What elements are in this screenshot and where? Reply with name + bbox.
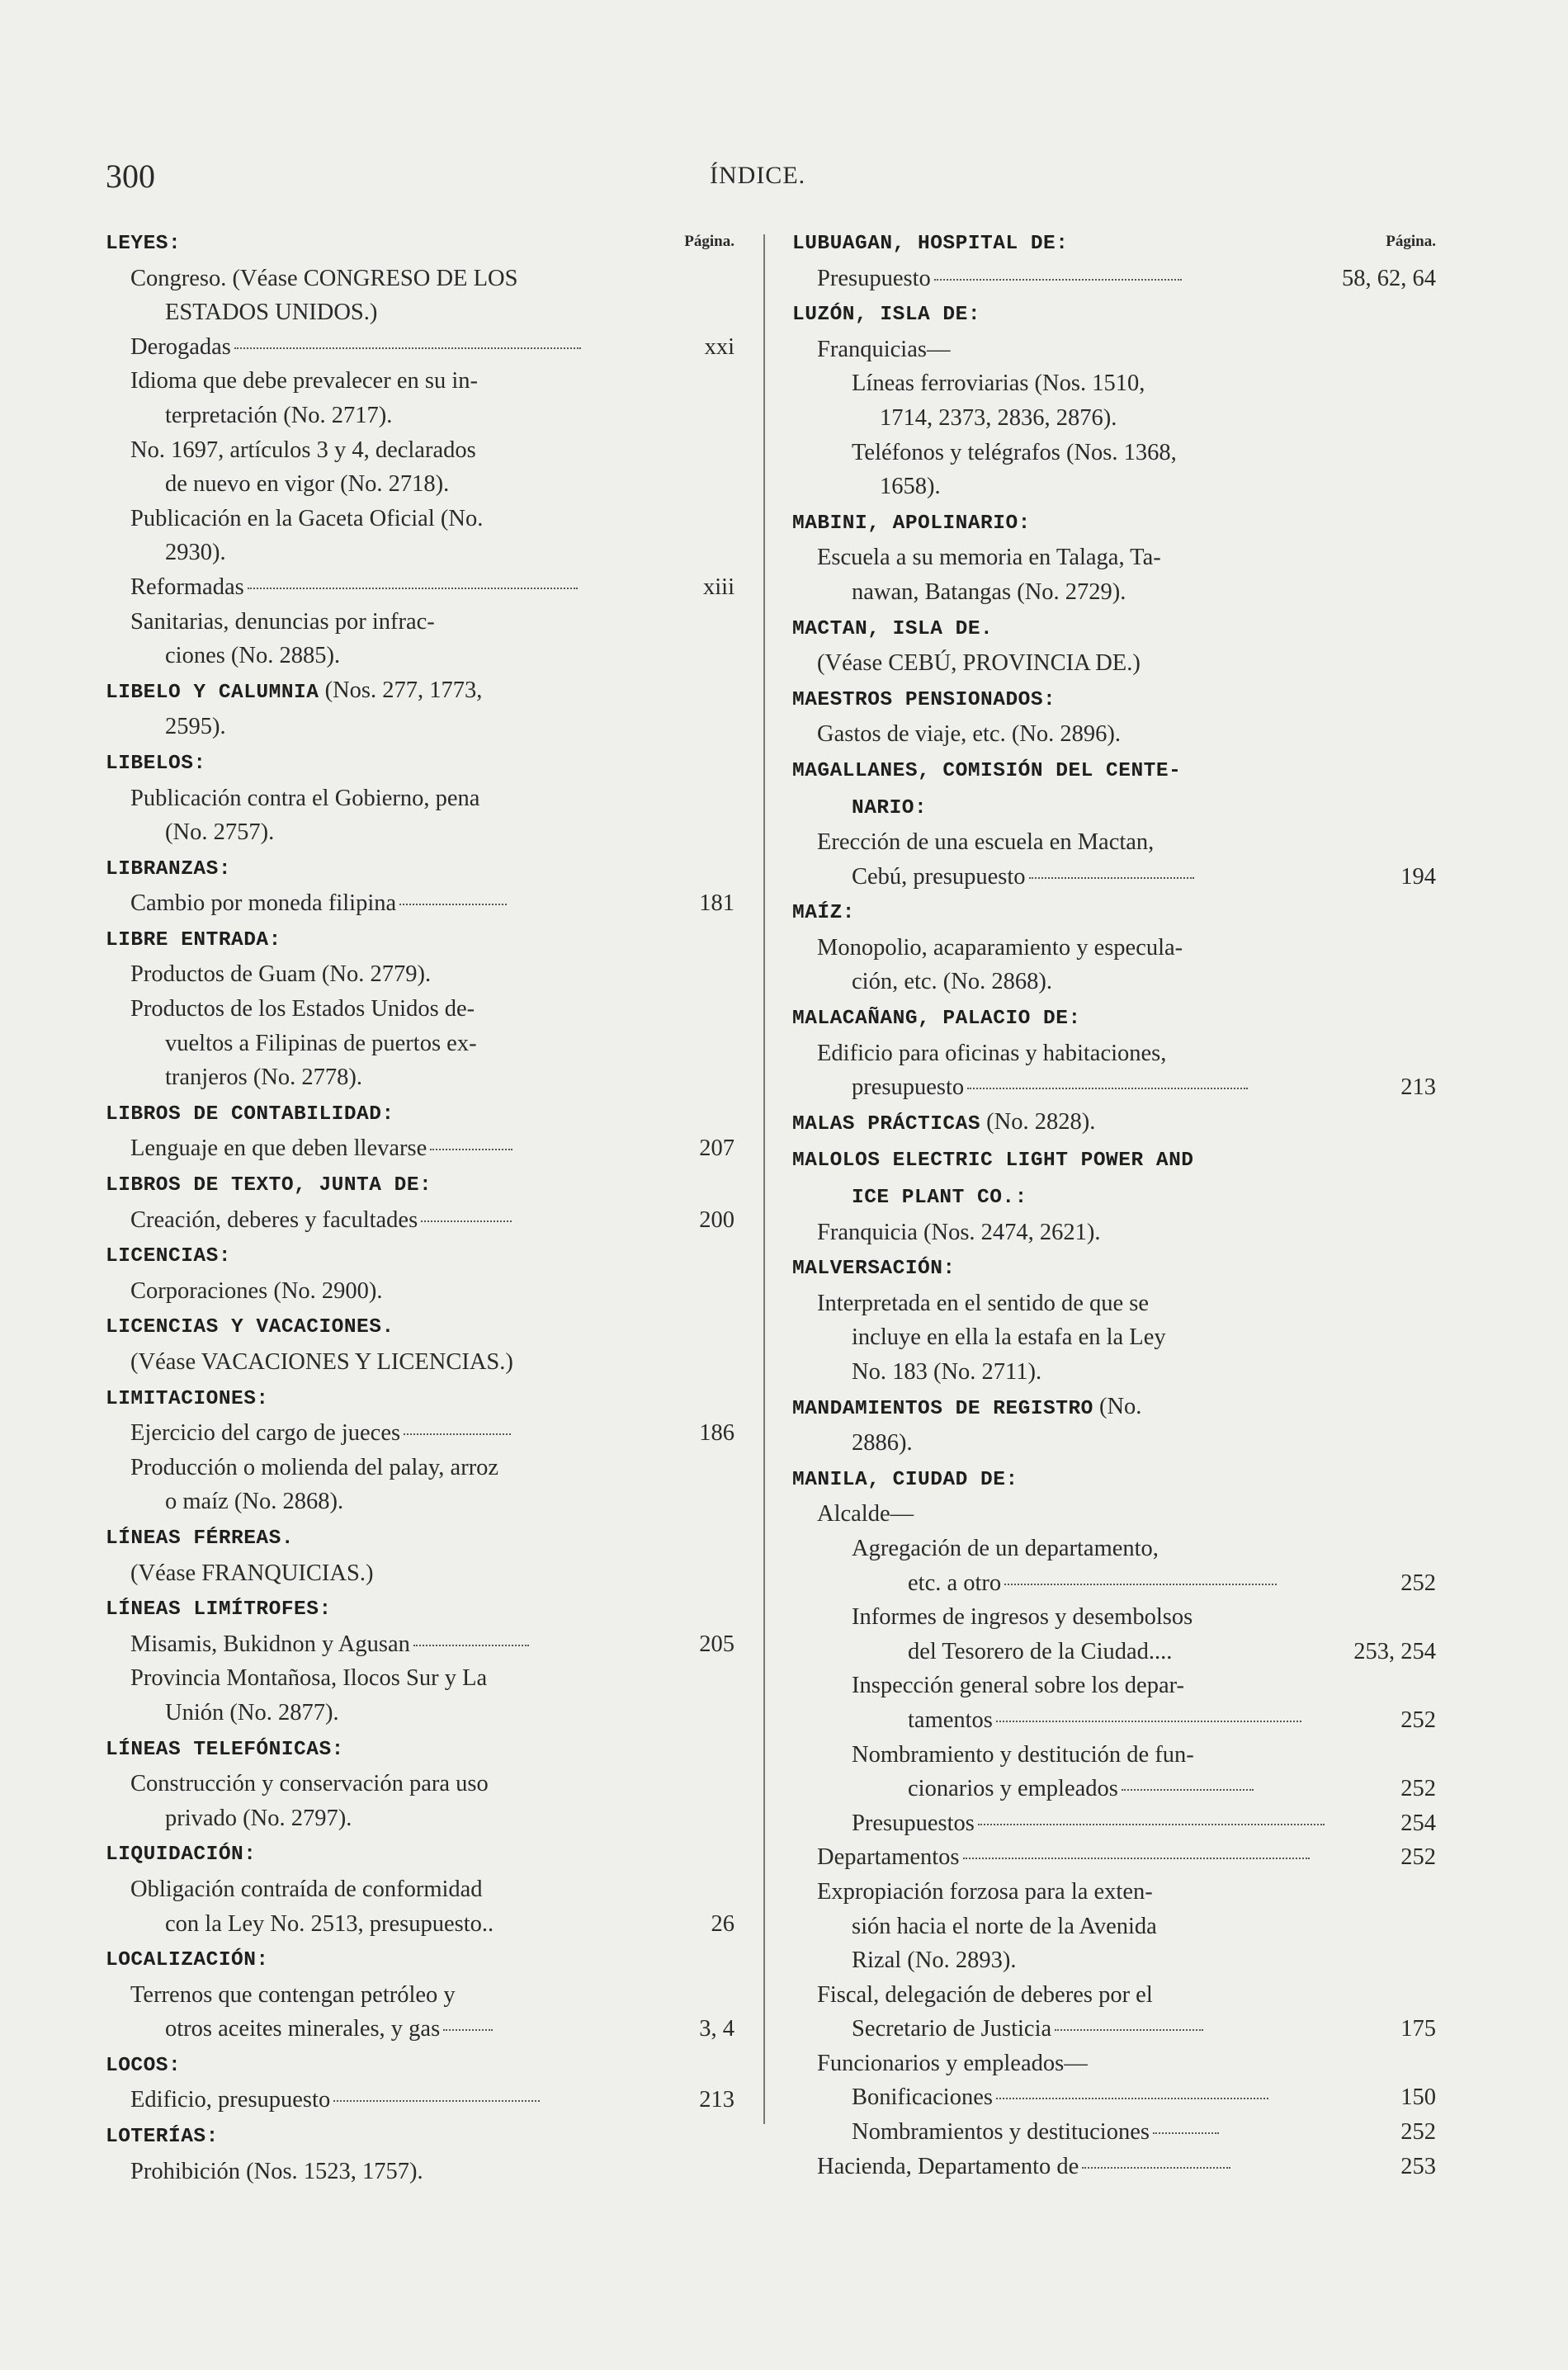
subentry-text: Idioma que debe prevalecer en su in- — [130, 368, 478, 394]
index-heading: MAÍZ: — [792, 902, 856, 925]
subentry-text: Reformadas — [130, 574, 244, 600]
subentry-text: Rizal (No. 2893). — [852, 1947, 1017, 1974]
subentry-text: vueltos a Filipinas de puertos ex- — [165, 1030, 477, 1056]
subentry-line — [106, 1978, 734, 2013]
index-entry — [106, 921, 734, 1095]
subentry-line — [106, 1907, 734, 1942]
running-head: ÍNDICE. — [710, 162, 806, 189]
index-entry — [792, 1105, 1436, 1142]
subentry-line — [106, 710, 734, 744]
subentry-line — [106, 1451, 734, 1485]
subentry-line — [792, 1669, 1436, 1703]
index-entry — [106, 1308, 734, 1379]
page-reference: 253, 254 — [1353, 1638, 1436, 1664]
subentry-text: Inspección general sobre los depar- — [852, 1673, 1185, 1699]
index-entry — [792, 610, 1436, 681]
subentry-text: Edificio, presupuesto — [130, 2087, 331, 2113]
subentry-text: Derogadas — [130, 333, 231, 360]
subentry-line — [106, 1416, 734, 1451]
subentry-line — [106, 1060, 734, 1095]
subentry-text: Presupuestos — [852, 1810, 975, 1836]
subentry-text: ción, etc. (No. 2868). — [852, 969, 1052, 995]
subentry-line — [792, 470, 1436, 504]
subentry-line — [792, 2080, 1436, 2115]
subentry-line — [792, 1355, 1436, 1390]
subentry-text: Construcción y conservación para uso — [130, 1771, 489, 1797]
subentry-line — [792, 1070, 1436, 1105]
dot-leader — [996, 1720, 1301, 1722]
index-entry — [792, 681, 1436, 752]
subentry-line — [792, 1910, 1436, 1944]
index-entry — [792, 1249, 1436, 1389]
index-heading: LIMITACIONES: — [106, 1387, 269, 1410]
subentry-text: del Tesorero de la Ciudad.... — [908, 1638, 1173, 1664]
subentry-text: Teléfonos y telégrafos (Nos. 1368, — [852, 439, 1177, 465]
dot-leader — [1055, 2028, 1203, 2031]
subentry-text: Publicación en la Gaceta Oficial (No. — [130, 505, 484, 531]
subentry-line — [106, 1872, 734, 1907]
page-reference: xxi — [704, 333, 734, 360]
index-heading: LEYES: — [106, 233, 182, 255]
index-heading: LUZÓN, ISLA DE: — [792, 304, 981, 327]
heading-reference: (No. — [1093, 1393, 1142, 1419]
dot-leader — [1082, 2166, 1230, 2169]
column-divider — [763, 234, 765, 2124]
subentry-line — [792, 1320, 1436, 1355]
subentry-line — [792, 2012, 1436, 2047]
subentry-text: Productos de Guam (No. 2779). — [130, 961, 432, 988]
subentry-line — [106, 957, 734, 992]
subentry-line — [792, 575, 1436, 610]
subentry-line — [792, 541, 1436, 575]
subentry-text: Corporaciones (No. 2900). — [130, 1277, 383, 1304]
page-number: 300 — [106, 158, 155, 195]
index-heading: LIBROS DE TEXTO, JUNTA DE: — [106, 1174, 432, 1197]
subentry-line — [106, 1203, 734, 1238]
page-reference: 186 — [699, 1420, 734, 1447]
subentry-text: Cebú, presupuesto — [852, 863, 1026, 890]
subentry-text: Gastos de viaje, etc. (No. 2896). — [817, 721, 1122, 748]
index-heading: MAESTROS PENSIONADOS: — [792, 688, 1056, 711]
index-entry — [106, 2047, 734, 2117]
index-entry — [792, 752, 1436, 894]
index-heading: MANDAMIENTOS DE REGISTRO — [792, 1397, 1093, 1420]
subentry-text: Terrenos que contengan petróleo y — [130, 1981, 456, 2008]
index-heading: LIBRE ENTRADA: — [106, 928, 281, 951]
subentry-line — [792, 825, 1436, 860]
subentry-line — [792, 2115, 1436, 2150]
subentry-text: tranjeros (No. 2778). — [165, 1065, 363, 1091]
subentry-text: Hacienda, Departamento de — [817, 2153, 1079, 2179]
subentry-line — [792, 1036, 1436, 1071]
index-entry — [792, 1390, 1436, 1461]
subentry-line — [106, 330, 734, 365]
index-entry — [106, 1380, 734, 1519]
subentry-line — [106, 1627, 734, 1662]
page-reference: 26 — [711, 1910, 734, 1937]
subentry-text: con la Ley No. 2513, presupuesto.. — [165, 1910, 494, 1937]
subentry-text: ESTADOS UNIDOS.) — [165, 300, 378, 326]
page-reference: 200 — [699, 1206, 734, 1233]
subentry-text: Expropiación forzosa para la exten- — [817, 1878, 1153, 1905]
subentry-text: Provincia Montañosa, Ilocos Sur y La — [130, 1665, 488, 1692]
index-entry — [106, 1835, 734, 1941]
subentry-line — [792, 789, 1436, 826]
subentry-text: Nombramientos y destituciones — [852, 2119, 1150, 2146]
index-entry — [106, 1237, 734, 1308]
index-heading: MALOLOS ELECTRIC LIGHT POWER AND — [792, 1150, 1194, 1173]
subentry-text: Obligación contraída de conformidad — [130, 1876, 483, 1902]
index-heading: LICENCIAS: — [106, 1245, 232, 1268]
subentry-text: Escuela a su memoria en Talaga, Ta- — [817, 545, 1161, 571]
dot-leader — [996, 2097, 1268, 2099]
subentry-text: Secretario de Justicia — [852, 2016, 1052, 2042]
subentry-line — [106, 1661, 734, 1696]
subentry-line — [106, 1345, 734, 1380]
subentry-line — [106, 1131, 734, 1166]
subentry-text: de nuevo en vigor (No. 2718). — [165, 471, 450, 498]
subentry-text: (Véase VACACIONES Y LICENCIAS.) — [130, 1349, 513, 1375]
subentry-line — [106, 295, 734, 330]
index-heading: LOCALIZACIÓN: — [106, 1949, 269, 1972]
subentry-text: 1658). — [880, 474, 941, 500]
index-heading: LOCOS: — [106, 2054, 182, 2077]
index-heading: LIBELOS: — [106, 752, 206, 775]
subentry-text: tamentos — [908, 1707, 993, 1733]
subentry-text: otros aceites minerales, y gas — [165, 2016, 441, 2042]
subentry-line — [792, 1216, 1436, 1250]
page-reference: 252 — [1400, 1844, 1436, 1871]
subentry-line — [792, 1875, 1436, 1910]
page-reference: 252 — [1400, 1707, 1436, 1733]
subentry-line — [106, 1485, 734, 1519]
page-reference: 181 — [699, 890, 734, 917]
page-reference: 150 — [1400, 2084, 1436, 2111]
subentry-line — [106, 1274, 734, 1309]
index-heading: MALACAÑANG, PALACIO DE: — [792, 1008, 1081, 1031]
index-entry — [106, 1590, 734, 1730]
page-reference: 58, 62, 64 — [1342, 265, 1436, 291]
subentry-text: Presupuesto — [817, 265, 931, 291]
subentry-line — [792, 1840, 1436, 1875]
dot-leader — [333, 2099, 540, 2102]
dot-leader — [934, 278, 1182, 281]
subentry-line — [792, 1772, 1436, 1806]
subentry-text: 1714, 2373, 2836, 2876). — [880, 404, 1117, 431]
subentry-text: incluye en ella la estafa en la Ley — [852, 1324, 1166, 1351]
page-reference: 213 — [1400, 1074, 1436, 1101]
subentry-text: privado (No. 2797). — [165, 1805, 352, 1831]
subentry-line — [106, 433, 734, 468]
page-reference: 207 — [699, 1135, 734, 1162]
page-reference: 252 — [1400, 1570, 1436, 1596]
subentry-text: Informes de ingresos y desembolsos — [852, 1604, 1193, 1631]
dot-leader — [1029, 876, 1194, 879]
subentry-line — [792, 860, 1436, 895]
subentry-text: Funcionarios y empleados— — [817, 2050, 1088, 2076]
page-reference: 252 — [1400, 1776, 1436, 1802]
subentry-line — [106, 815, 734, 850]
subentry-line — [106, 570, 734, 605]
subentry-text: Productos de los Estados Unidos de- — [130, 996, 475, 1022]
index-heading: LÍNEAS LIMÍTROFES: — [106, 1598, 332, 1622]
subentry-line — [106, 2155, 734, 2189]
subentry-line — [792, 1497, 1436, 1532]
index-entry — [792, 894, 1436, 999]
subentry-line — [792, 1806, 1436, 1841]
index-heading: LIQUIDACIÓN: — [106, 1844, 257, 1867]
subentry-text: 2930). — [165, 540, 226, 566]
page-reference: xiii — [702, 574, 734, 600]
dot-leader — [430, 1148, 512, 1150]
dot-leader — [1122, 1788, 1254, 1791]
index-heading: LICENCIAS Y VACACIONES. — [106, 1316, 394, 1339]
dot-leader — [963, 1857, 1310, 1859]
subentry-text: Alcalde— — [817, 1501, 914, 1527]
subentry-line — [792, 2047, 1436, 2081]
subentry-line — [792, 262, 1436, 296]
dot-leader — [967, 1087, 1248, 1089]
page-reference: 194 — [1400, 863, 1436, 890]
subentry-text: (Véase CEBÚ, PROVINCIA DE.) — [817, 650, 1141, 677]
subentry-line — [106, 536, 734, 570]
dot-leader — [978, 1823, 1325, 1825]
left-column — [106, 224, 734, 2188]
dot-leader — [234, 347, 581, 349]
index-entry — [106, 1166, 734, 1237]
index-entry — [106, 673, 734, 744]
index-entry — [106, 1095, 734, 1166]
subentry-text: Franquicias— — [817, 336, 951, 362]
dot-leader — [1153, 2132, 1219, 2134]
subentry-text: Sanitarias, denuncias por infrac- — [130, 608, 435, 635]
index-heading: LIBELO Y CALUMNIA — [106, 681, 319, 704]
subentry-line — [792, 646, 1436, 681]
subentry-text: Edificio para oficinas y habitaciones, — [817, 1040, 1167, 1066]
index-heading: LÍNEAS FÉRREAS. — [106, 1527, 295, 1550]
subentry-line — [106, 2012, 734, 2047]
subentry-text: Agregación de un departamento, — [852, 1535, 1159, 1561]
subentry-line — [792, 1532, 1436, 1566]
subentry-text: Unión (No. 2877). — [165, 1699, 339, 1726]
subentry-text: cionarios y empleados — [908, 1776, 1118, 1802]
index-entry — [792, 295, 1436, 504]
subentry-line — [792, 1426, 1436, 1461]
subentry-text: Interpretada en el sentido de que se — [817, 1290, 1149, 1316]
index-entry — [106, 850, 734, 921]
subentry-text: Publicación contra el Gobierno, pena — [130, 785, 480, 811]
subentry-text: nawan, Batangas (No. 2729). — [852, 578, 1126, 605]
subentry-line — [106, 1696, 734, 1730]
subentry-line — [106, 2083, 734, 2117]
subentry-text: Erección de una escuela en Mactan, — [817, 829, 1155, 856]
subentry-line — [106, 781, 734, 816]
index-entry — [792, 1141, 1436, 1249]
subentry-text: No. 1697, artículos 3 y 4, declarados — [130, 437, 476, 463]
subentry-text: Cambio por moneda filipina — [130, 890, 397, 917]
dot-leader — [248, 587, 578, 589]
subentry-text: o maíz (No. 2868). — [165, 1489, 344, 1515]
index-heading: MABINI, APOLINARIO: — [792, 512, 1031, 535]
index-heading: MALVERSACIÓN: — [792, 1258, 956, 1281]
subentry-text: presupuesto — [852, 1074, 965, 1101]
subentry-line — [792, 717, 1436, 752]
subentry-line — [106, 1801, 734, 1836]
subentry-text: Nombramiento y destitución de fun- — [852, 1741, 1194, 1768]
index-entry — [792, 999, 1436, 1105]
subentry-line — [106, 467, 734, 502]
subentry-line — [792, 366, 1436, 401]
subentry-text: Creación, deberes y facultades — [130, 1206, 418, 1233]
subentry-line — [792, 401, 1436, 436]
index-heading: LOTERÍAS: — [106, 2126, 219, 2149]
index-entry — [106, 2117, 734, 2188]
pagina-label-right: Página. — [1386, 233, 1436, 250]
subentry-text: Prohibición (Nos. 1523, 1757). — [130, 2158, 423, 2184]
subentry-line — [106, 399, 734, 433]
page-reference: 213 — [699, 2087, 734, 2113]
subentry-text: Lenguaje en que deben llevarse — [130, 1135, 427, 1162]
index-heading: MALAS PRÁCTICAS — [792, 1112, 981, 1135]
subentry-text: Misamis, Bukidnon y Agusan — [130, 1631, 410, 1657]
index-entry — [106, 1941, 734, 2047]
subentry-text: ciones (No. 2885). — [165, 643, 341, 669]
subentry-line — [106, 886, 734, 921]
index-entry — [792, 224, 1436, 295]
subentry-text: Bonificaciones — [852, 2084, 993, 2111]
index-heading: LÍNEAS TELEFÓNICAS: — [106, 1738, 344, 1761]
index-heading: MANILA, CIUDAD DE: — [792, 1468, 1018, 1491]
subentry-line — [792, 931, 1436, 965]
subentry-text: NARIO: — [852, 796, 928, 819]
index-entry — [106, 224, 734, 673]
page-reference: 252 — [1400, 2119, 1436, 2146]
subentry-text: No. 183 (No. 2711). — [852, 1359, 1042, 1385]
heading-reference: (No. 2828). — [980, 1108, 1096, 1135]
heading-reference: (Nos. 277, 1773, — [319, 677, 483, 703]
subentry-line — [792, 1178, 1436, 1216]
dot-leader — [443, 2028, 493, 2031]
dot-leader — [1004, 1583, 1277, 1585]
page-reference: 254 — [1400, 1810, 1436, 1836]
subentry-text: Departamentos — [817, 1844, 960, 1871]
pagina-label-left: Página. — [684, 233, 734, 250]
subentry-line — [106, 605, 734, 640]
subentry-text: Líneas ferroviarias (Nos. 1510, — [852, 371, 1145, 397]
subentry-text: etc. a otro — [908, 1570, 1002, 1596]
subentry-line — [792, 965, 1436, 999]
dot-leader — [399, 903, 507, 905]
subentry-line — [792, 1978, 1436, 2013]
subentry-line — [792, 1287, 1436, 1321]
subentry-line — [106, 1556, 734, 1591]
subentry-text: Monopolio, acaparamiento y especula- — [817, 934, 1183, 961]
subentry-text: (No. 2757). — [165, 819, 275, 846]
index-heading: MAGALLANES, COMISIÓN DEL CENTE- — [792, 759, 1182, 782]
subentry-line — [792, 436, 1436, 470]
right-column — [792, 224, 1436, 2184]
subentry-line — [792, 2150, 1436, 2184]
dot-leader — [404, 1433, 511, 1435]
subentry-line — [792, 333, 1436, 367]
index-heading: LUBUAGAN, HOSPITAL DE: — [792, 233, 1069, 255]
index-heading: LIBRANZAS: — [106, 857, 232, 880]
subentry-line — [106, 992, 734, 1027]
subentry-text: Franquicia (Nos. 2474, 2621). — [817, 1219, 1101, 1245]
index-entry — [106, 1730, 734, 1836]
subentry-line — [792, 1566, 1436, 1601]
index-heading: MACTAN, ISLA DE. — [792, 617, 994, 640]
subentry-line — [792, 1635, 1436, 1669]
subentry-text: Congreso. (Véase CONGRESO DE LOS — [130, 265, 518, 291]
subentry-text: terpretación (No. 2717). — [165, 402, 393, 428]
page-reference: 3, 4 — [699, 2016, 734, 2042]
page-reference: 253 — [1400, 2153, 1436, 2179]
subentry-text: Producción o molienda del palay, arroz — [130, 1454, 499, 1480]
subentry-text: 2886). — [852, 1430, 913, 1456]
subentry-line — [106, 364, 734, 399]
subentry-line — [792, 1600, 1436, 1635]
subentry-line — [106, 1027, 734, 1061]
subentry-line — [106, 1767, 734, 1801]
subentry-line — [792, 1943, 1436, 1978]
index-entry — [792, 1461, 1436, 2184]
subentry-line — [106, 502, 734, 536]
subentry-text: Ejercicio del cargo de jueces — [130, 1420, 401, 1447]
subentry-line — [106, 639, 734, 673]
dot-leader — [421, 1220, 512, 1222]
index-heading: LIBROS DE CONTABILIDAD: — [106, 1102, 394, 1126]
subentry-text: Fiscal, delegación de deberes por el — [817, 1981, 1153, 2008]
subentry-line — [792, 1738, 1436, 1773]
index-entry — [106, 744, 734, 850]
index-entry — [792, 504, 1436, 610]
subentry-text: ICE PLANT CO.: — [852, 1187, 1027, 1210]
subentry-line — [792, 1703, 1436, 1738]
subentry-text: sión hacia el norte de la Avenida — [852, 1913, 1157, 1939]
dot-leader — [413, 1644, 529, 1646]
subentry-line — [106, 262, 734, 296]
page-reference: 175 — [1400, 2016, 1436, 2042]
subentry-text: (Véase FRANQUICIAS.) — [130, 1560, 374, 1586]
subentry-text: 2595). — [165, 714, 226, 740]
index-entry — [106, 1519, 734, 1590]
page-reference: 205 — [699, 1631, 734, 1657]
